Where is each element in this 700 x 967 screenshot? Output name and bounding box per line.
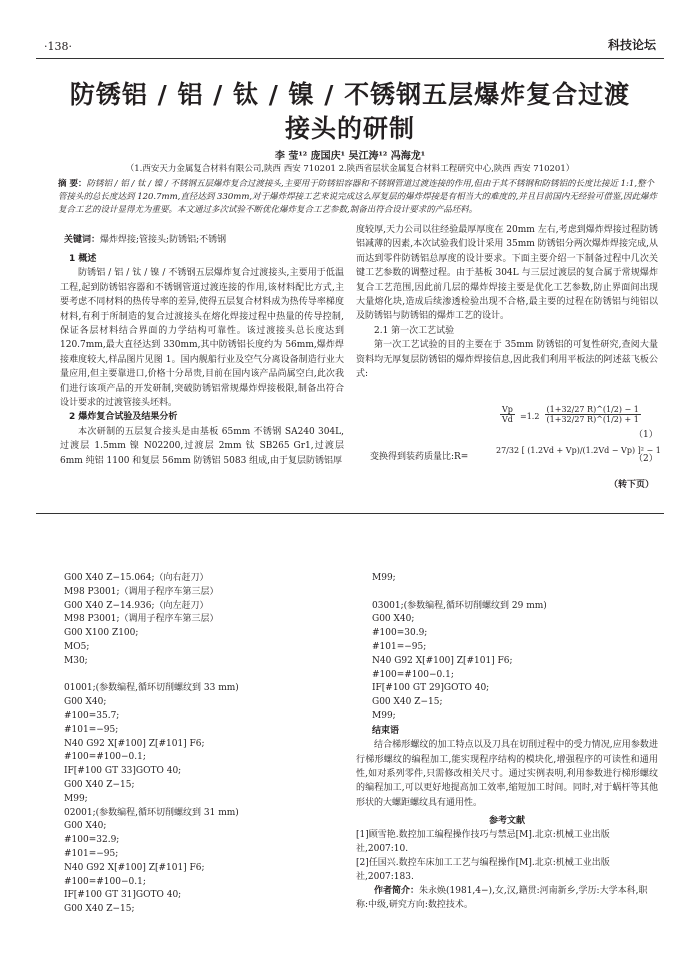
keywords-label: 关键词：	[64, 235, 101, 245]
lower-right-column	[356, 572, 658, 912]
upper-left-column	[60, 252, 344, 468]
code-line: N40 G92 X[#100] Z[#101] F6;	[64, 738, 205, 749]
authors: 李 莹¹² 庞国庆¹ 吴江涛¹² 冯海龙¹	[274, 151, 426, 162]
code-line: #100=32.9;	[64, 835, 120, 846]
section-1-text: 防锈铝 / 铝 / 钛 / 镍 / 不锈钢五层爆炸复合过渡接头,主要用于低温工程,起到防锈铝容器和不锈钢管道过渡连接的作用,该材料配比方式,主要考虑不同材料的热传导率的差异,使得五层复合材料成为热传导率梯度材料,有利于所制造的复合过渡接头在熔化焊接过程中热量的传导控制,保证各层材料结合界面的力学结构可靠性。该过渡接头总长度达到 120.7mm,最大直径达到 330mm,其中防锈铝长度约为 56mm,爆炸焊接难度较大,样品图片见图 1。国内舰船行业及空气分离设备制造行业大量应用,但主要靠进口,价格十分昂贵,目前在国内该产品尚属空白,此次我们进行该项产品的开发研制,突破防锈铝常规爆炸焊接极限,制备出符合设计要求的过渡管接头坯料。	[60, 268, 344, 409]
right-col-text-1: 度较厚,天力公司以往经验最厚厚度在 20mm 左右,考虑到爆炸焊接过程防锈铝减薄的因素,本次试验我们设计采用 35mm 防锈铝分两次爆炸焊接完成,从而达到零件防锈铝总厚度的设计要求。下面主要介绍一下制备过程中几次关键工艺参数的调整过程。由于基板 304L 与三层过渡层的复合属于常规爆炸复合工艺范围,因此前几层的爆炸焊接主要是优化工艺参数,防止界面间出现大量熔化块,造成后续渗透检验出现不合格,最主要的过程在防锈铝与纯铝以及防锈铝与防锈铝的爆炸工艺的设计。	[356, 225, 658, 322]
code-line: #100=35.7;	[64, 710, 120, 721]
code-line	[372, 586, 658, 600]
abstract	[58, 178, 658, 217]
section-2-title: 2 爆炸复合试验及结果分析	[69, 412, 178, 423]
code-listing-left	[64, 572, 239, 917]
eq2-prefix: 变换得到装药质量比:R=	[370, 452, 469, 462]
author-bio-text: 朱永焕(1981,4−),女,汉,籍贯:河南新乡,学历:大学本科,职称:中级,研究方向:数控技术。	[356, 886, 648, 911]
code-line: M99;	[64, 793, 88, 804]
title-line-2: 接头的研制	[284, 114, 415, 143]
page-number: ·138·	[44, 40, 72, 53]
eq1-lhs-num: Vp	[502, 405, 513, 414]
code-line	[64, 669, 239, 683]
code-line: 02001;(参数编程,循环切削螺纹到 31 mm)	[64, 807, 239, 818]
code-line: #101=−95;	[64, 848, 119, 859]
author-bio	[356, 884, 658, 912]
code-line: IF[#100 GT 33]GOTO 40;	[64, 766, 182, 777]
code-line: M98 P3001;（调用子程序车第三层）	[64, 586, 219, 597]
conclusion-text: 结合梯形螺纹的加工特点以及刀具在切削过程中的受力情况,应用参数进行梯形螺纹的编程加工,能实现程序结构的模块化,增强程序的可读性和通用性,如对系列零件,只需修改相关尺寸。通过实例表明,利用参数进行梯形螺纹的编程加工,可以更好地提高加工效率,缩短加工时间。同时,对于蜗杆等其他形状的大螺距螺纹具有通用性。	[356, 740, 658, 808]
code-line: N40 G92 X[#100] Z[#101] F6;	[64, 862, 205, 873]
reference-item-1: [1]顾雪艳.数控加工编程操作技巧与禁忌[M].北京:机械工业出版社,2007:10.	[356, 830, 610, 855]
conclusion-title: 结束语	[372, 725, 400, 736]
upper-right-column	[356, 223, 658, 381]
code-line: N40 G92 X[#100] Z[#101] F6;	[372, 655, 513, 666]
code-line: G00 X40 Z−15;	[64, 779, 135, 790]
affiliation: （1.西安天力金属复合材料有限公司,陕西 西安 710201 2.陕西省层状金属复合材料工程研究中心,陕西 西安 710201）	[125, 164, 575, 174]
code-line: 03001;(参数编程,循环切削螺纹到 29 mm)	[372, 600, 547, 611]
code-line: M99;	[372, 573, 396, 583]
code-line: G00 X100 Z100;	[64, 628, 139, 639]
continued-note: （转下页）	[608, 480, 654, 490]
eq1-label: （1）	[634, 430, 658, 440]
code-line: M99;	[372, 710, 396, 721]
eq1-coef: =1.2	[520, 412, 540, 421]
abstract-label: 摘 要：	[58, 179, 87, 189]
code-listing-right	[372, 572, 658, 724]
abstract-text: 防锈铝 / 铝 / 钛 / 镍 / 不锈钢五层爆炸复合过渡接头,主要用于防锈铝容器和不锈钢管道过渡连接的作用,但由于其不锈钢和防锈铝的长度比接近 1:1,整个管接头的总长度达到 120.7mm,直径达到 330mm,对于爆炸焊接工艺来说完成这么厚复层的爆炸焊接是有相当大的难度的,并且目前国内无经验可借鉴,因此爆炸复合工艺的设计显得尤为重要。本文通过多次试验不断优化爆炸复合工艺参数,制备出符合设计要求的产品坯料。	[58, 179, 658, 215]
code-line: IF[#100 GT 29]GOTO 40;	[372, 683, 490, 694]
journal-section: 科技论坛	[607, 38, 656, 52]
section-1-title: 1 概述	[69, 254, 97, 264]
title-line-1: 防锈铝 / 铝 / 钛 / 镍 / 不锈钢五层爆炸复合过渡	[69, 80, 631, 109]
eq2-label: （2）	[634, 454, 658, 464]
references	[356, 814, 658, 912]
subsection-2-1-title: 2.1 第一次工艺试验	[374, 325, 455, 336]
code-line: G00 X40 Z−15;	[372, 697, 443, 708]
code-line: #100=#100−0.1;	[64, 752, 146, 763]
code-line: #100=#100−0.1;	[372, 669, 454, 680]
eq1-den: (1+32/27 R)^(1/2) + 1	[546, 415, 639, 424]
article-title	[36, 78, 664, 146]
section-2-text: 本次研制的五层复合接头是由基板 65mm 不锈钢 SA240 304L,过渡层 1.5mm 镍 N02200,过渡层 2mm 钛 SB265 Gr1,过渡层 6mm 纯铝 1100 和复层 56mm 防锈铝 5083 组成,由于复层防锈铝厚	[60, 426, 344, 466]
keywords	[64, 232, 226, 245]
code-line: G00 X40 Z−15;	[64, 904, 135, 915]
code-line: G00 X40;	[372, 614, 415, 625]
code-line: G00 X40 Z−14.936;（向左赶刀）	[64, 600, 209, 611]
equation-1	[500, 404, 641, 424]
code-line: IF[#100 GT 31]GOTO 40;	[64, 890, 182, 901]
code-line: MO5;	[64, 641, 90, 652]
code-line: #101=−95;	[64, 724, 119, 735]
code-line: M98 P3001;（调用子程序车第三层）	[64, 614, 219, 625]
references-title: 参考文献	[488, 816, 525, 827]
code-line: #100=#100−0.1;	[64, 876, 146, 887]
code-line: #101=−95;	[372, 641, 427, 652]
code-line: G00 X40;	[64, 821, 107, 832]
code-line: G00 X40;	[64, 697, 107, 708]
equation-2: 27/32 [ (1.2Vd + Vp)/(1.2Vd − Vp) ]² − 1	[496, 446, 661, 455]
code-line: 01001;(参数编程,循环切削螺纹到 33 mm)	[64, 683, 239, 694]
keywords-text: 爆炸焊接;管接头;防锈铝;不锈钢	[100, 235, 227, 245]
code-line: #100=30.9;	[372, 628, 428, 639]
code-line: G00 X40 Z−15.064;（向右赶刀）	[64, 573, 209, 583]
code-line: M30;	[64, 655, 88, 666]
header-rule	[36, 58, 664, 59]
reference-item-2: [2]任国兴.数控车床加工工艺与编程操作[M].北京:机械工业出版社,2007:183.	[356, 858, 610, 883]
right-col-text-2: 第一次工艺试验的目的主要在于 35mm 防锈铝的可复性研究,查阅大量资料均无厚复层防锈铝的爆炸焊接信息,因此我们利用平板法的阿述兹飞板公式:	[356, 340, 658, 380]
article-divider	[36, 513, 664, 514]
eq1-num: (1+32/27 R)^(1/2) − 1	[546, 405, 639, 414]
author-bio-label: 作者简介：	[374, 886, 420, 897]
eq1-lhs-den: Vd	[502, 415, 513, 424]
